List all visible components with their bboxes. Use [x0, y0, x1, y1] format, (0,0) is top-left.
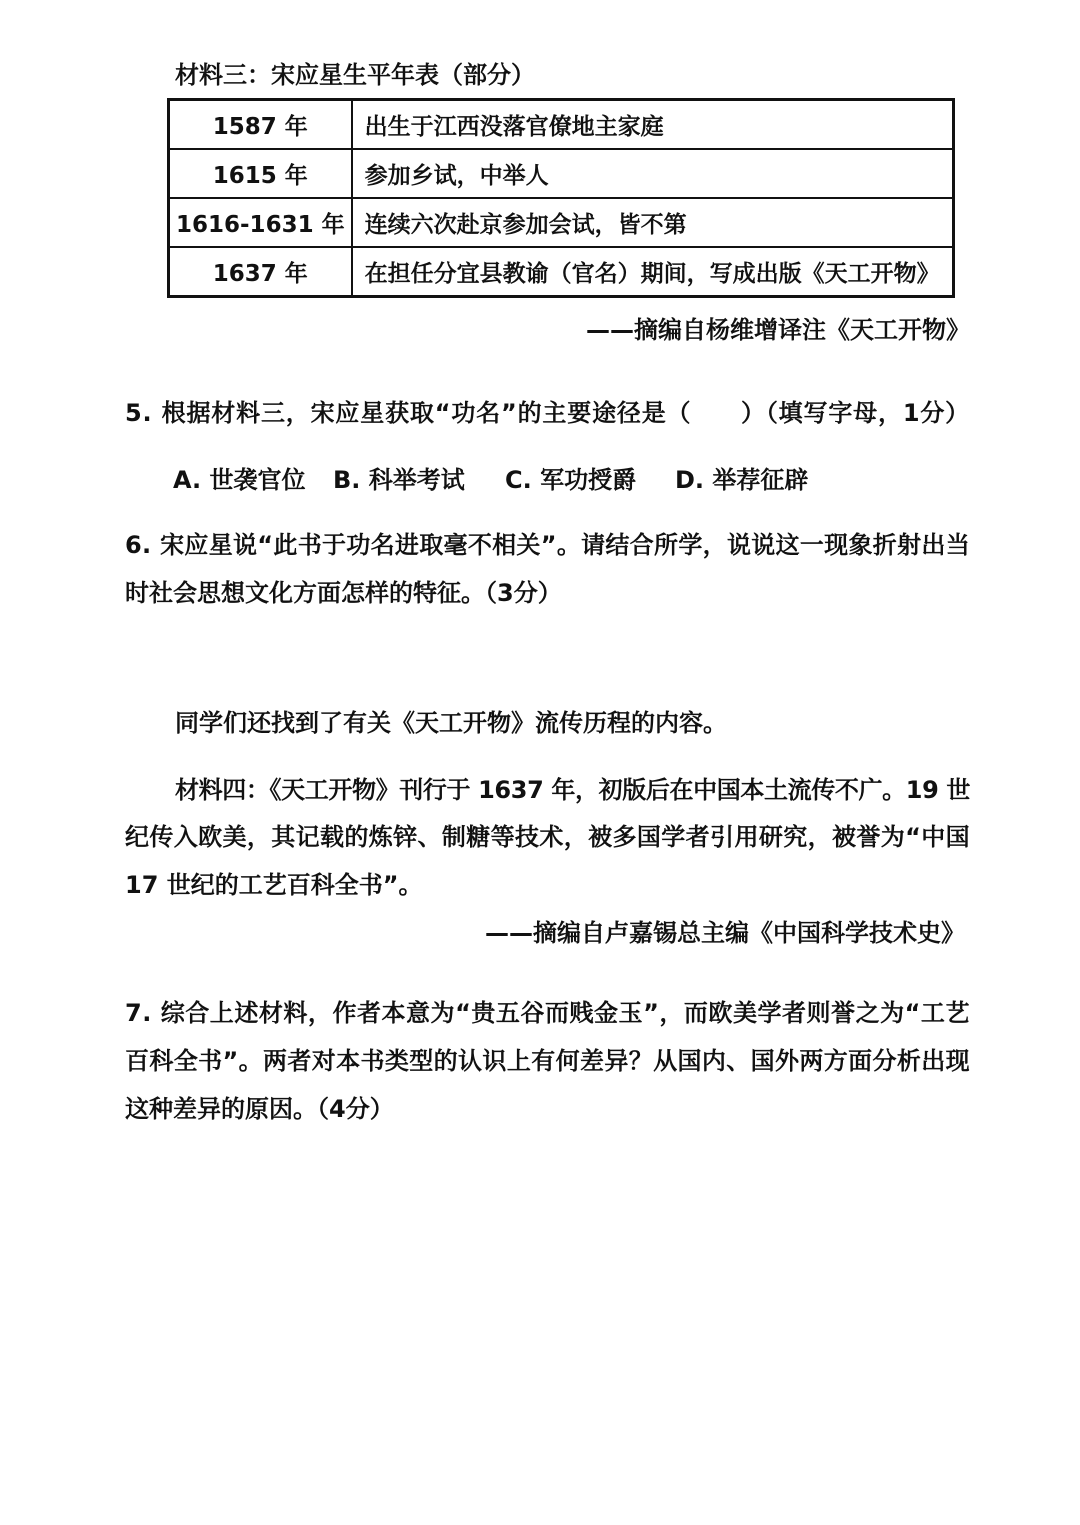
- table-row: [169, 198, 954, 247]
- option-c: C. 军功授爵: [505, 466, 637, 494]
- year-cell: 1587 年: [169, 100, 352, 150]
- chronology-table: [167, 98, 955, 298]
- year-cell: 1615 年: [169, 149, 352, 198]
- option-b: B. 科举考试: [333, 466, 465, 494]
- event-cell: 参加乡试，中举人: [352, 149, 954, 198]
- table-row: [169, 100, 954, 150]
- question-6-line: 6. 宋应星说“此书于功名进取毫不相关”。请结合所学，说说这一现象折射出当: [125, 531, 970, 559]
- material3-source: ——摘编自杨维增译注《天工开物》: [586, 316, 970, 344]
- material4-line: 17 世纪的工艺百科全书”。: [125, 871, 423, 899]
- question-5-stem: 5. 根据材料三，宋应星获取“功名”的主要途径是（ ）（填写字母，1分）: [125, 399, 970, 427]
- material3-title: 材料三：宋应星生平年表（部分）: [175, 61, 535, 89]
- material4-line: 材料四：《天工开物》刊行于 1637 年，初版后在中国本土流传不广。19 世: [175, 776, 970, 804]
- event-cell: 连续六次赴京参加会试，皆不第: [352, 198, 954, 247]
- material4-source: ——摘编自卢嘉锡总主编《中国科学技术史》: [485, 919, 965, 947]
- event-cell: 在担任分宜县教谕（官名）期间，写成出版《天工开物》: [352, 247, 954, 297]
- question-7-line: 这种差异的原因。（4分）: [125, 1095, 394, 1123]
- option-a: A. 世袭官位: [173, 466, 306, 494]
- material4-line: 纪传入欧美，其记载的炼锌、制糖等技术，被多国学者引用研究，被誉为“中国: [125, 823, 970, 851]
- question-7-line: 百科全书”。两者对本书类型的认识上有何差异？从国内、国外两方面分析出现: [125, 1047, 970, 1075]
- question-7-line: 7. 综合上述材料，作者本意为“贵五谷而贱金玉”，而欧美学者则誉之为“工艺: [125, 999, 970, 1027]
- table-row: [169, 149, 954, 198]
- intro-text: 同学们还找到了有关《天工开物》流传历程的内容。: [175, 709, 727, 737]
- event-cell: 出生于江西没落官僚地主家庭: [352, 100, 954, 150]
- question-6-line: 时社会思想文化方面怎样的特征。（3分）: [125, 579, 562, 607]
- year-cell: 1616-1631 年: [169, 198, 352, 247]
- year-cell: 1637 年: [169, 247, 352, 297]
- option-d: D. 举荐征辟: [675, 466, 809, 494]
- table-row: [169, 247, 954, 297]
